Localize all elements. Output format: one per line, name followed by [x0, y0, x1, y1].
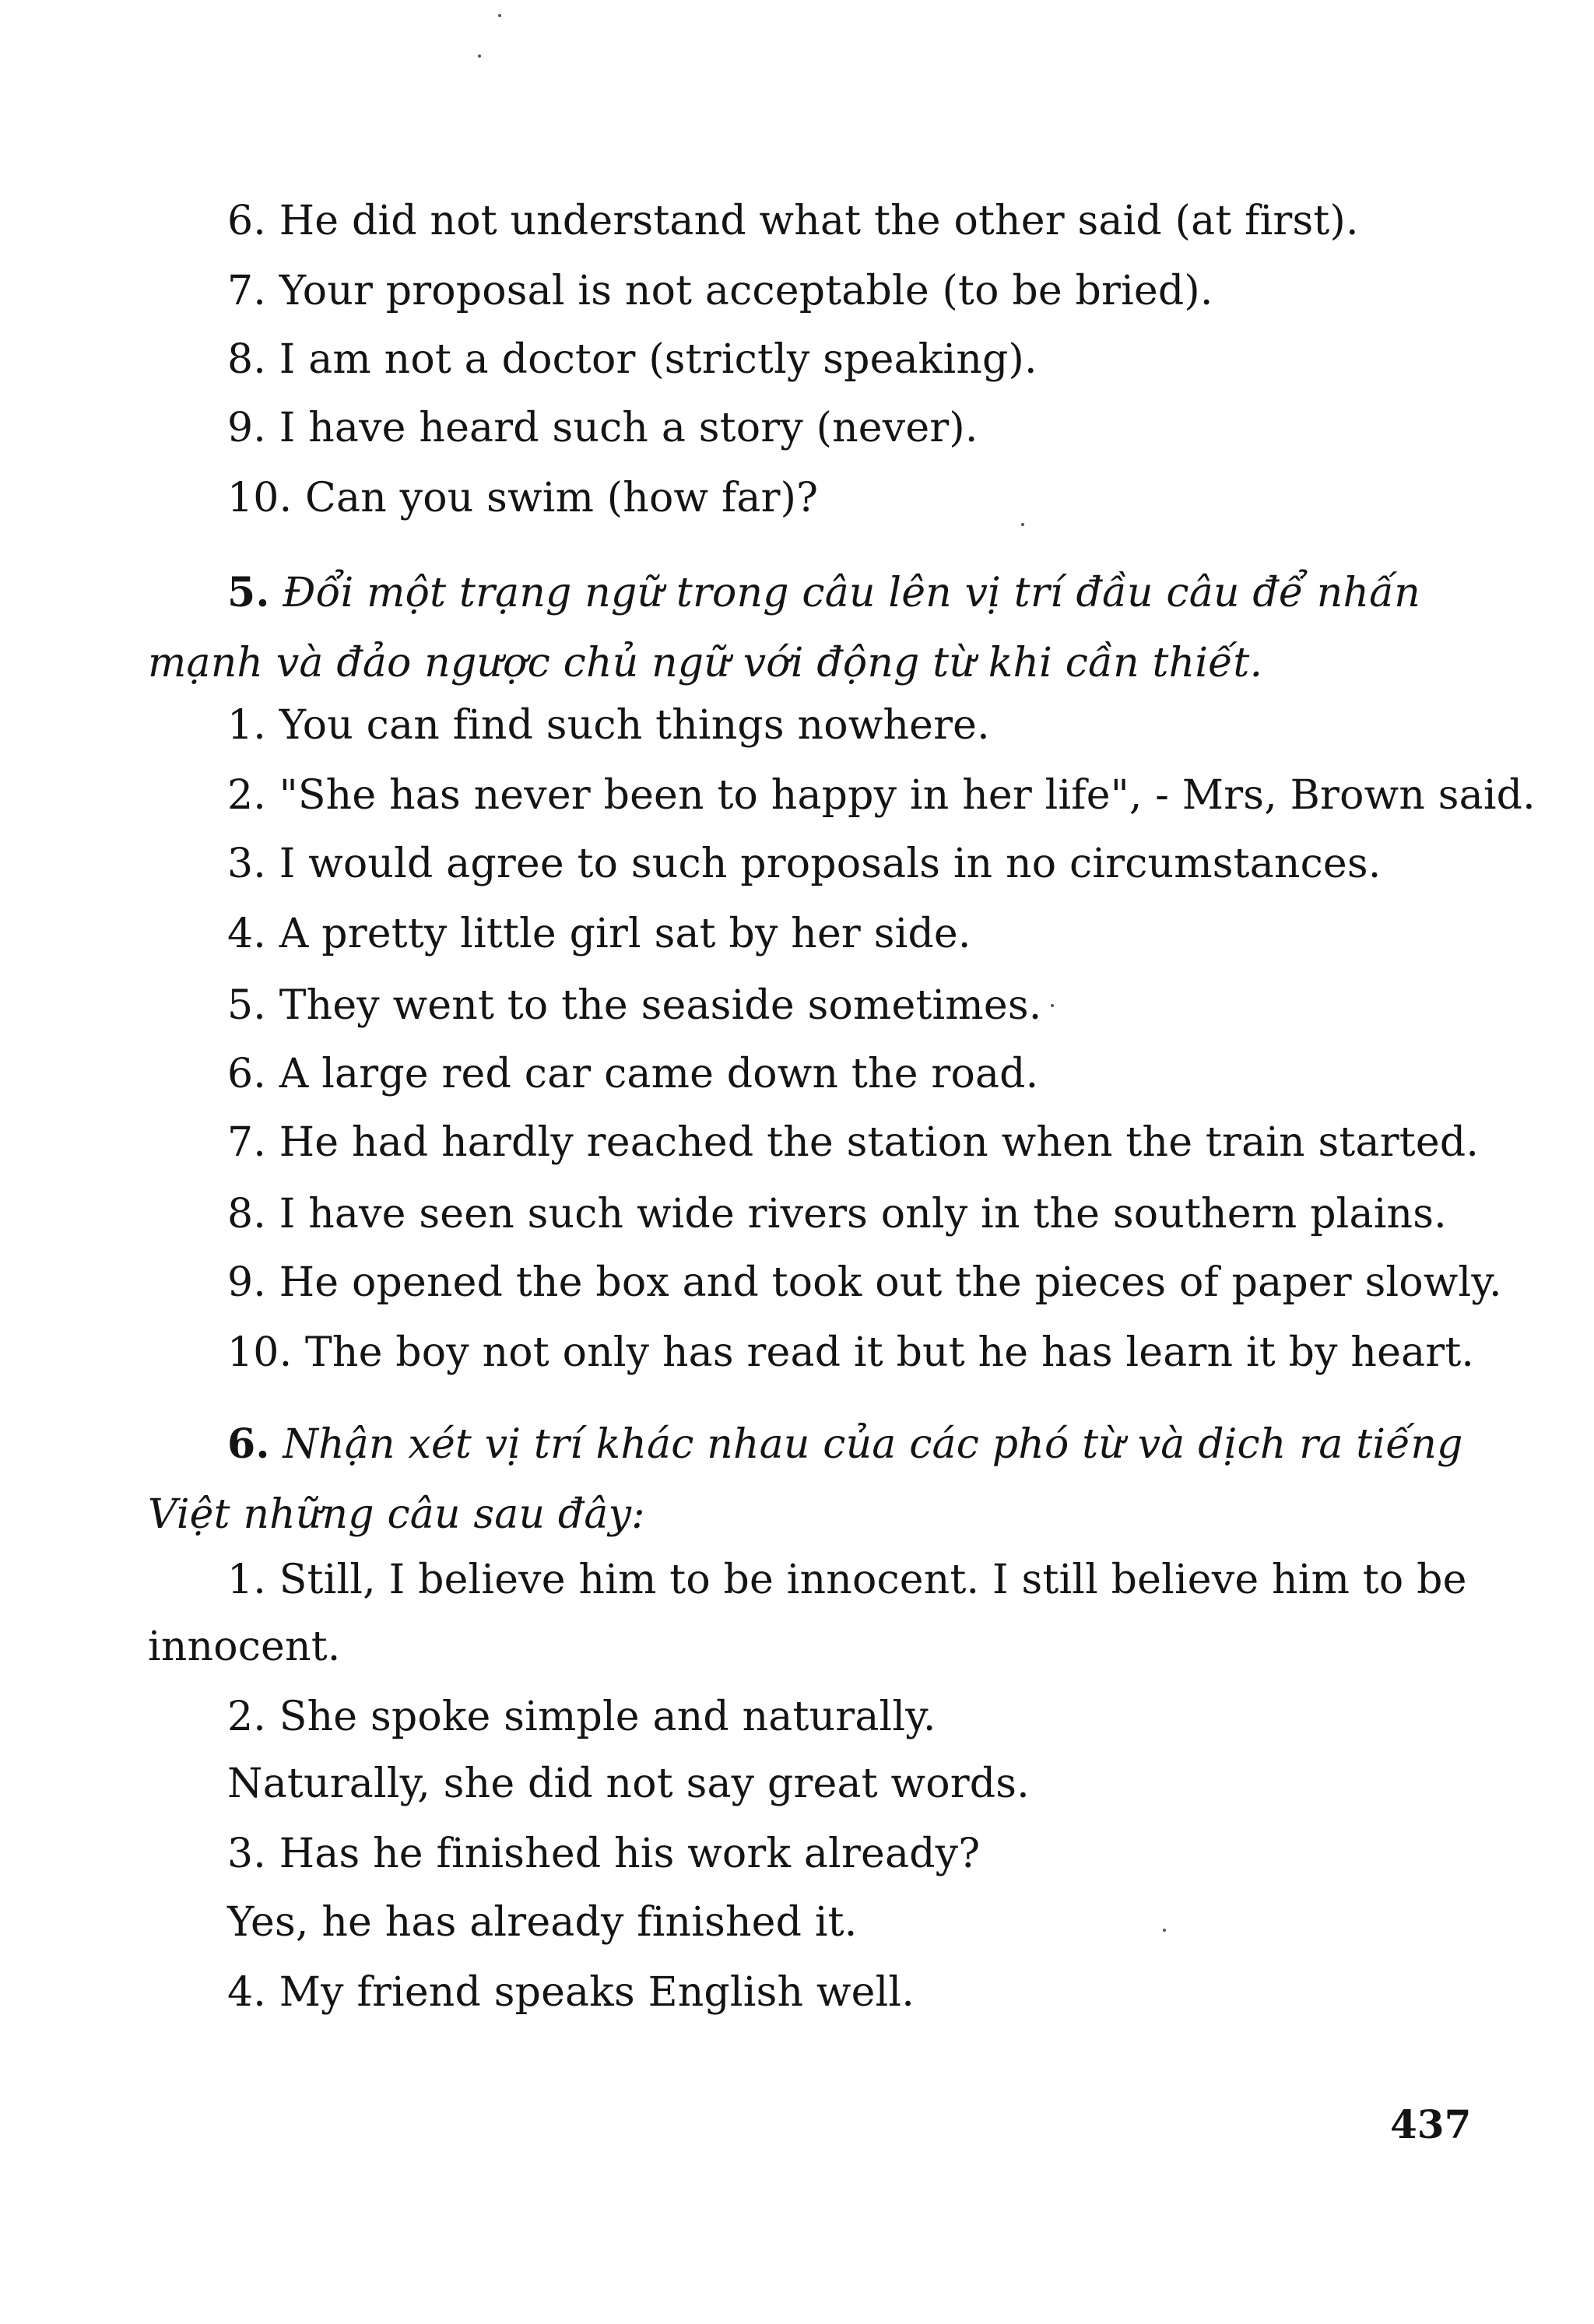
ex6-number: 6. — [227, 1420, 270, 1468]
scan-speck — [1021, 523, 1024, 526]
ex5-number: 5. — [227, 569, 270, 616]
ex5-item-2: 2. "She has never been to happy in her life", - Mrs, Brown said. — [227, 772, 1536, 819]
ex6-instruction-text: Nhận xét vị trí khác nhau của các phó từ và dịch ra tiếng — [283, 1421, 1463, 1468]
ex6-item-1: 1. Still, I believe him to be innocent. I still believe him to be — [227, 1557, 1467, 1603]
ex5-instruction-line2: mạnh và đảo ngược chủ ngữ với động từ khi cần thiết. — [148, 640, 1263, 686]
ex4-item-7: 7. Your proposal is not acceptable (to be bried). — [227, 268, 1213, 314]
ex4-item-8: 8. I am not a doctor (strictly speaking). — [227, 336, 1038, 383]
ex4-item-10: 10. Can you swim (how far)? — [227, 475, 819, 521]
ex5-item-6: 6. A large red car came down the road. — [227, 1051, 1039, 1097]
ex5-item-8: 8. I have seen such wide rivers only in the southern plains. — [227, 1191, 1447, 1237]
ex5-item-1: 1. You can find such things nowhere. — [227, 702, 990, 749]
scan-speck — [478, 54, 481, 58]
ex6-item-1-continuation: innocent. — [148, 1624, 341, 1670]
scan-speck — [1163, 1929, 1166, 1932]
ex5-item-3: 3. I would agree to such proposals in no circumstances. — [227, 841, 1382, 887]
ex5-item-7: 7. He had hardly reached the station when the train started. — [227, 1119, 1480, 1166]
ex5-item-9: 9. He opened the box and took out the pieces of paper slowly. — [227, 1259, 1502, 1306]
ex6-item-4: 4. My friend speaks English well. — [227, 1969, 915, 2016]
ex6-item-3-example: Yes, he has already finished it. — [227, 1899, 858, 1946]
ex5-instruction-line1 — [227, 570, 1420, 616]
ex5-instruction-text: Đổi một trạng ngữ trong câu lên vị trí đầu câu để nhấn — [283, 570, 1420, 616]
ex5-item-4: 4. A pretty little girl sat by her side. — [227, 911, 971, 957]
ex4-item-6: 6. He did not understand what the other said (at first). — [227, 198, 1359, 244]
ex4-item-9: 9. I have heard such a story (never). — [227, 405, 978, 451]
ex6-item-2-example: Naturally, she did not say great words. — [227, 1761, 1030, 1807]
ex6-item-3: 3. Has he finished his work already? — [227, 1831, 981, 1877]
scan-speck — [498, 14, 501, 17]
ex6-instruction-line2: Việt những câu sau đây: — [148, 1491, 645, 1538]
ex5-item-10: 10. The boy not only has read it but he has learn it by heart. — [227, 1329, 1475, 1376]
page-number: 437 — [1390, 2101, 1472, 2147]
ex5-item-5: 5. They went to the seaside sometimes. — [227, 982, 1042, 1029]
scan-speck — [1051, 1004, 1054, 1007]
ex6-instruction-line1 — [227, 1421, 1463, 1468]
ex6-item-2: 2. She spoke simple and naturally. — [227, 1694, 936, 1740]
